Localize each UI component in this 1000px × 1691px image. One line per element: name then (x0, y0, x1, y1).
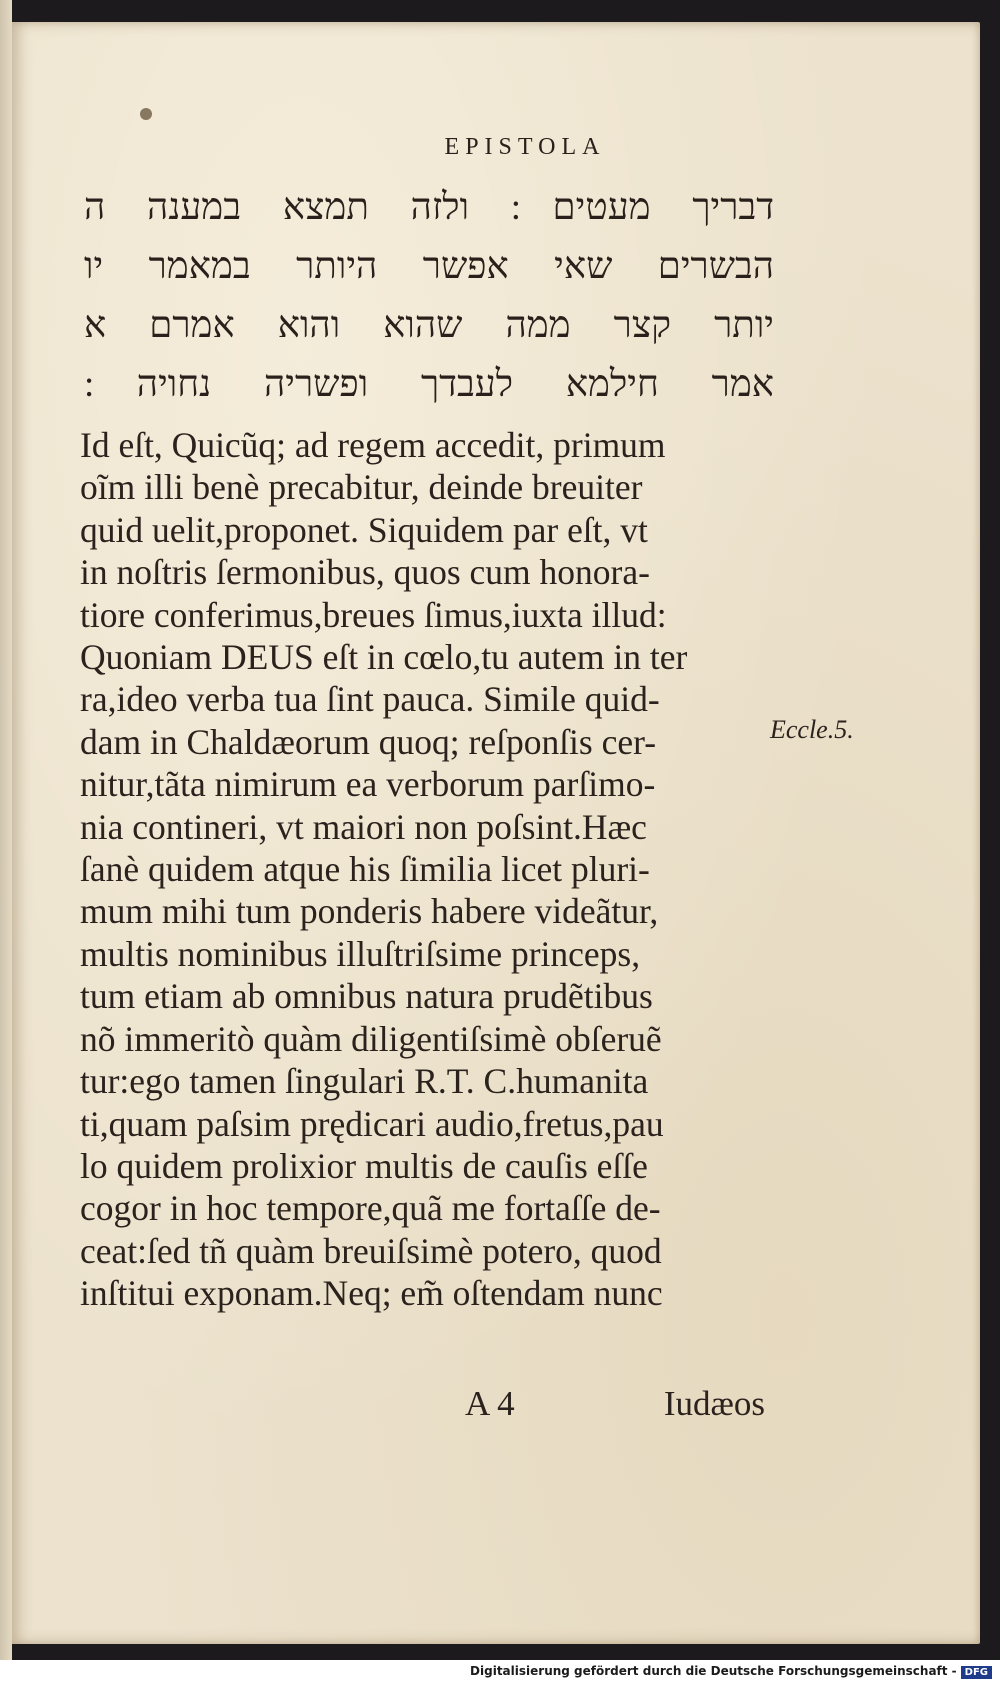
latin-line: nõ immeritò quàm diligentiſsimè obſeruẽ (80, 1018, 662, 1059)
latin-line: lo quidem prolixior multis de cauſis eſſe (80, 1145, 648, 1186)
latin-line: Id eſt, Quicũq; ad regem accedit, primum (80, 425, 666, 465)
latin-line: inſtitui exponam.Neq; em̃ oſtendam nunc (80, 1273, 663, 1314)
latin-line: in noſtris ſermonibus, quos cum honora- (80, 552, 650, 593)
ink-spot (140, 108, 152, 120)
page-left-edge (0, 0, 12, 1660)
latin-line: oĩm illi benè precabitur, deinde breuiter (80, 467, 643, 508)
latin-line: nia contineri, vt maiori non poſsint.Hæc (80, 806, 647, 847)
book-page (10, 22, 980, 1644)
running-head: EPISTOLA (444, 134, 606, 160)
hebrew-line: אמר חילמא לעבדך ופשריה נחויה ׃ (84, 362, 774, 405)
hebrew-line: יותר קצר ממה שהוא והוא אמרם א (84, 303, 774, 346)
latin-line: ra,ideo verba tua ſint pauca. Simile quid- (80, 679, 660, 720)
latin-line: ti,quam paſsim prędicari audio,fretus,pau (80, 1103, 664, 1144)
credit-text: Digitalisierung gefördert durch die Deutsche Forschungsgemeinschaft - (470, 1664, 957, 1678)
hebrew-line: דבריך מעטים ׃ ולזה תמצא במענה ה (84, 185, 774, 228)
latin-line: tum etiam ab omnibus natura prudẽtibus (80, 976, 653, 1017)
latin-line: Quoniam DEUS eſt in cœlo,tu autem in ter (80, 637, 688, 678)
hebrew-line: הבשרים שאי אפשר היותר במאמר יו (84, 244, 774, 287)
dfg-logo: DFG (961, 1666, 992, 1679)
margin-note: Eccle.5. (770, 715, 854, 744)
hebrew-text-block (84, 177, 774, 413)
page-footer-line (465, 1384, 765, 1424)
latin-line: multis nominibus illuſtriſsime princeps, (80, 933, 641, 974)
latin-line: tur:ego tamen ſingulari R.T. C.humanita (80, 1061, 649, 1102)
latin-line: cogor in hoc tempore,quã me fortaſſe de- (80, 1188, 661, 1229)
latin-line: nitur,tãta nimirum ea verborum parſimo- (80, 764, 656, 805)
signature-mark: A 4 (465, 1384, 515, 1423)
latin-line: mum mihi tum ponderis habere videãtur, (80, 891, 659, 932)
catchword: Iudæos (663, 1384, 765, 1423)
latin-line: ceat:ſed tñ quàm breuiſsimè potero, quod (80, 1230, 662, 1271)
latin-line: tiore conferimus,breues ſimus,iuxta illud: (80, 594, 667, 635)
latin-line: dam in Chaldæorum quoq; reſponſis cer- (80, 721, 657, 762)
latin-text-block (80, 424, 768, 1315)
digitization-credit (0, 1664, 992, 1679)
latin-line: ſanè quidem atque his ſimilia licet pluri- (80, 849, 650, 890)
latin-line: quid uelit,proponet. Siquidem par eſt, vt (80, 509, 648, 550)
